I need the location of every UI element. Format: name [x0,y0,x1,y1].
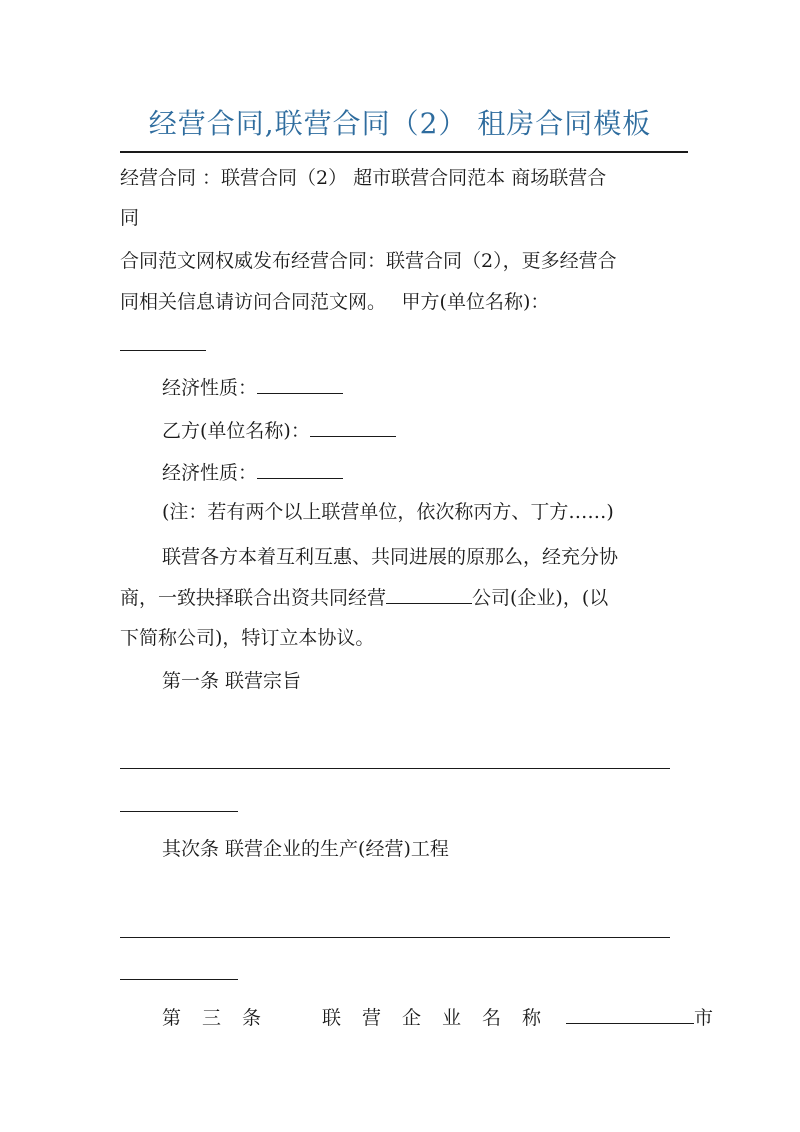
article-1-blank-long [120,768,670,769]
party-a-type-line [162,375,343,401]
article-2-heading: 其次条 联营企业的生产(经营)工程 [162,838,449,860]
party-b-line [162,418,396,444]
article-1-blank-short [120,811,238,812]
party-b-type-blank [257,460,343,479]
article-3-heading: 第三条 联营企业名称 [162,1007,563,1029]
document-title: 经营合同,联营合同（2） 租房合同模板 [148,107,652,140]
paragraph-line-3: 下简称公司)，特订立本协议。 [120,627,375,649]
party-a-type-blank [257,375,343,394]
paragraph-line-2b: 公司(企业)，(以 [472,587,609,609]
title-divider [120,151,688,153]
article-3-name-blank [566,1005,694,1024]
article-2-blank-short [120,979,238,980]
paragraph-line-1: 联营各方本着互利互惠、共同进展的原那么，经充分协 [162,546,619,568]
paragraph-line-2a: 商，一致抉择联合出资共同经营 [120,587,387,609]
article-1-heading: 第一条 联营宗旨 [162,670,302,692]
intro-line-1: 经营合同 ：联营合同（2） 超市联营合同范本 商场联营合 [120,167,607,189]
note-line: (注：若有两个以上联营单位，依次称丙方、丁方……) [162,501,614,523]
article-3-end: 市 [694,1007,714,1029]
intro-line-3: 合同范文网权威发布经营合同：联营合同（2），更多经营合 [120,250,617,272]
intro-line-4: 同相关信息请访问合同范文网。 甲方(单位名称)： [120,291,550,313]
article-2-blank-long [120,937,670,938]
party-b-label: 乙方(单位名称)： [162,420,310,442]
intro-line-2: 同 [120,207,140,229]
article-3-line [162,1005,713,1031]
company-name-blank [386,585,472,604]
party-b-type-line [162,460,343,486]
party-a-type-label: 经济性质： [162,377,258,399]
party-b-type-label: 经济性质： [162,462,258,484]
party-a-name-blank [120,350,206,351]
paragraph-line-2 [120,585,608,611]
party-b-name-blank [310,418,396,437]
